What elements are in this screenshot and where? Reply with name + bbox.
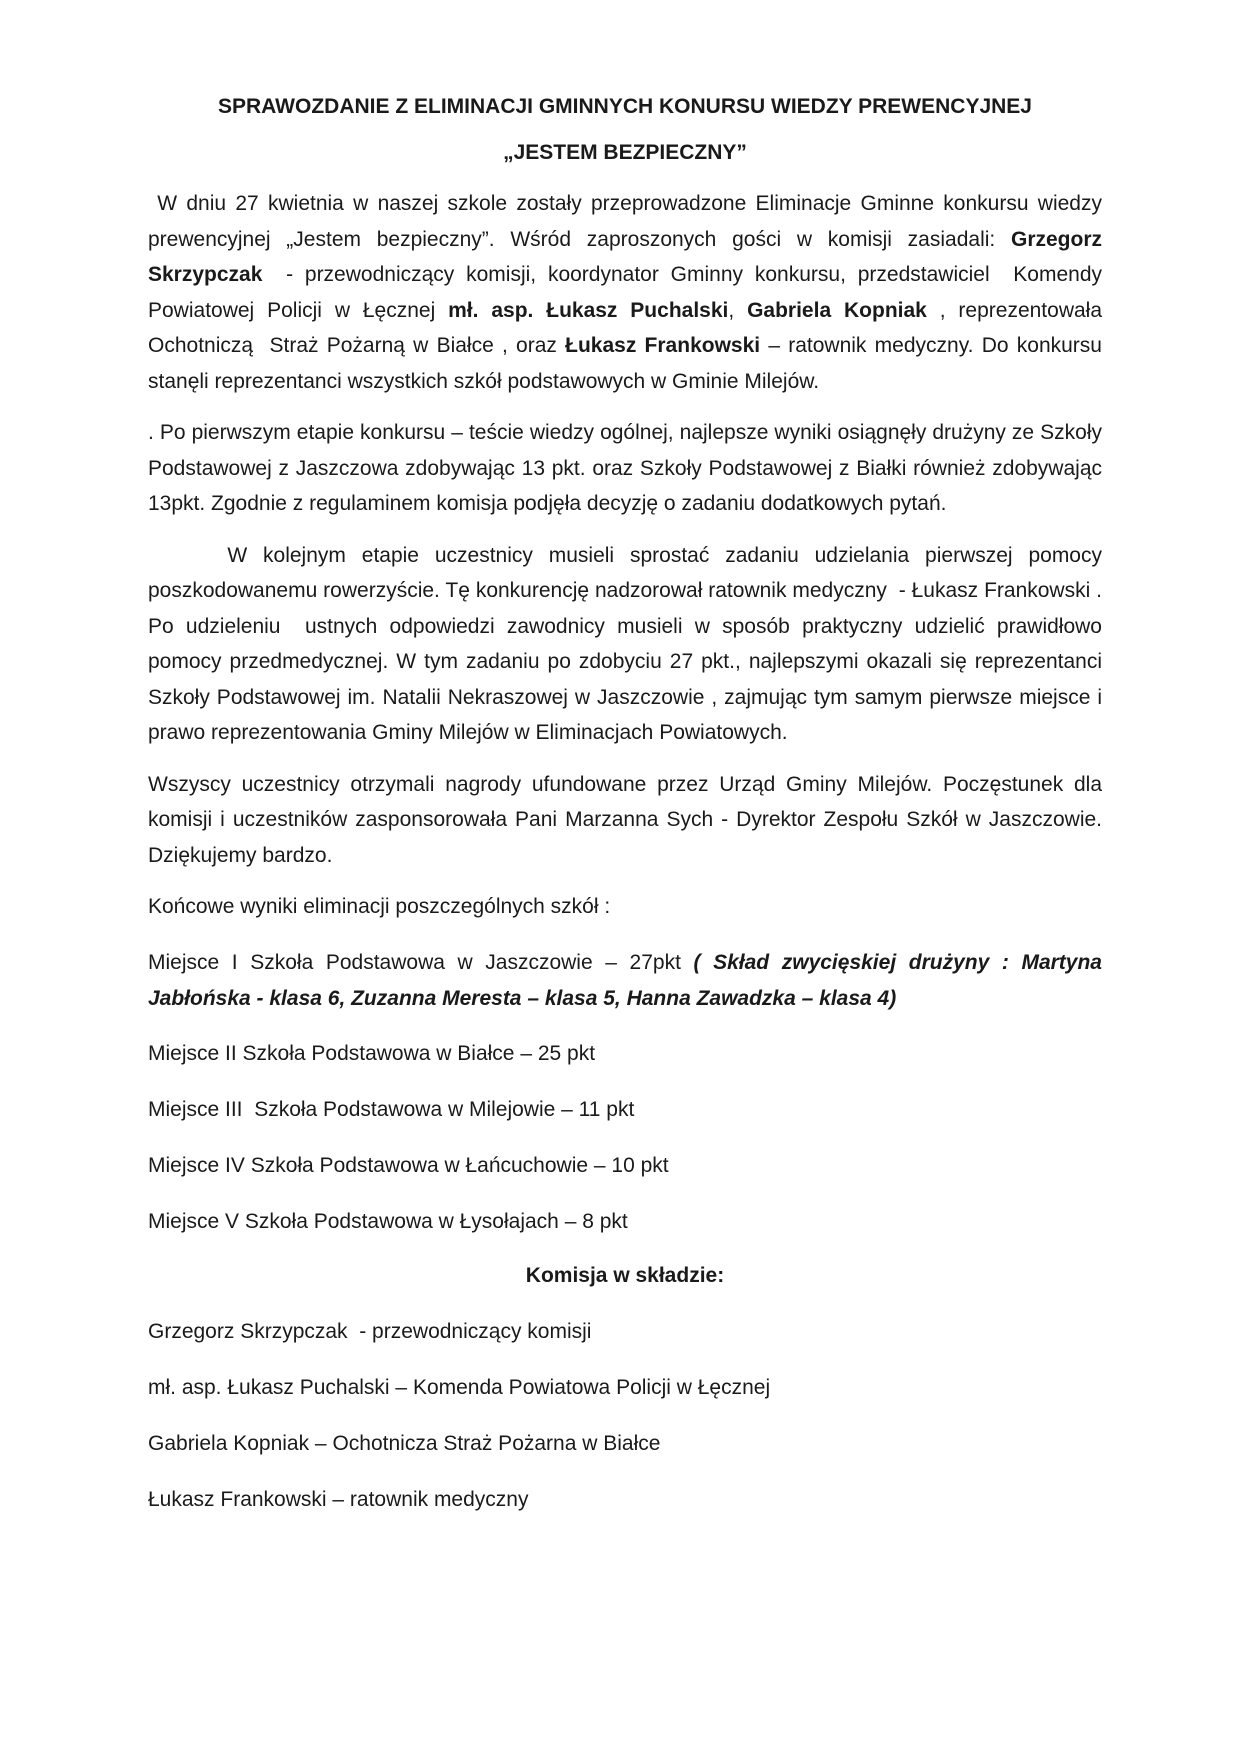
document-title: SPRAWOZDANIE Z ELIMINACJI GMINNYCH KONURSU WIEDZY PREWENCYJNEJ bbox=[217, 95, 1032, 118]
paragraph-second-stage: W kolejnym etapie uczestnicy musieli sprostać zadaniu udzielania pierwszej pomocy poszkodowanemu rowerzyście. Tę konkurencję nadzorował ratownik medyczny - Łukasz Frankowski . Po udzieleniu ustnych odpowiedzi zawodnicy musieli w sposób praktyczny udzielić prawidłowo pomocy przedmedycznej. W tym zadaniu po zdobyciu 27 pkt., najlepszymi okazali się reprezentanci Szkoły Podstawowej im. Natalii Nekraszowej w Jaszczowie , zajmując tym samym pierwsze miejsce i prawo reprezentowania Gminy Milejów w Eliminacjach Powiatowych. bbox=[148, 543, 1114, 744]
committee-member: Gabriela Kopniak – Ochotnicza Straż Pożarna w Białce bbox=[148, 1432, 661, 1455]
committee-member: Grzegorz Skrzypczak - przewodniczący komisji bbox=[148, 1320, 592, 1343]
paragraph-intro bbox=[148, 186, 1114, 399]
name-kopniak: Gabriela Kopniak bbox=[747, 298, 927, 322]
name-skrzypczak: Grzegorz Skrzypczak bbox=[148, 227, 1108, 286]
name-frankowski: Łukasz Frankowski bbox=[565, 334, 761, 357]
result-place-3: Miejsce III Szkoła Podstawowa w Milejowie – 11 pkt bbox=[148, 1098, 635, 1121]
paragraph-prizes: Wszyscy uczestnicy otrzymali nagrody ufundowane przez Urząd Gminy Milejów. Poczęstunek dla komisji i uczestników zasponsorowała Pani Marzanna Sych - Dyrektor Zespołu Szkół w Jaszczowie. Dziękujemy bardzo. bbox=[148, 772, 1102, 867]
committee-heading: Komisja w składzie: bbox=[525, 1264, 725, 1287]
results-intro: Końcowe wyniki eliminacji poszczególnych szkół : bbox=[148, 895, 611, 918]
intro-text-b: - przewodniczący komisji, koordynator Gminny konkursu, przedstawiciel Komendy Powiatowej Policji w Łęcznej bbox=[148, 263, 1108, 322]
result-place-4: Miejsce IV Szkoła Podstawowa w Łańcuchowie – 10 pkt bbox=[148, 1154, 669, 1177]
result-place-2: Miejsce II Szkoła Podstawowa w Białce – 25 pkt bbox=[148, 1042, 596, 1065]
result-place-1 bbox=[148, 945, 1102, 1016]
name-puchalski: mł. asp. Łukasz Puchalski bbox=[448, 298, 729, 322]
winning-team: ( Skład zwycięskiej drużyny : Martyna Jabłońska - klasa 6, Zuzanna Meresta – klasa 5, Hanna Zawadzka – klasa 4) bbox=[148, 951, 1102, 1010]
result-place-1-text: Miejsce I Szkoła Podstawowa w Jaszczowie – 27pkt bbox=[148, 951, 694, 974]
intro-text-c: , bbox=[728, 298, 748, 322]
result-place-5: Miejsce V Szkoła Podstawowa w Łysołajach – 8 pkt bbox=[148, 1210, 628, 1233]
paragraph-first-stage: . Po pierwszym etapie konkursu – teście wiedzy ogólnej, najlepsze wyniki osiągnęły drużyny ze Szkoły Podstawowej z Jaszczowa zdobywając 13 pkt. oraz Szkoły Podstawowej z Białki również zdobywając 13pkt. Zgodnie z regulaminem komisja podjęła decyzję o zadaniu dodatkowych pytań. bbox=[148, 421, 1102, 515]
intro-text-e: – ratownik medyczny. Do konkursu stanęli reprezentanci wszystkich szkół podstawowych w Gminie Milejów. bbox=[148, 334, 1108, 393]
committee-member: mł. asp. Łukasz Puchalski – Komenda Powiatowa Policji w Łęcznej bbox=[148, 1376, 771, 1399]
document-subtitle: „JESTEM BEZPIECZNY” bbox=[503, 141, 747, 164]
intro-text-a: W dniu 27 kwietnia w naszej szkole zostały przeprowadzone Eliminacje Gminne konkursu wiedzy prewencyjnej „Jestem bezpieczny”. Wśród zaproszonych gości w komisji zasiadali: bbox=[148, 192, 1108, 251]
intro-text-d: , reprezentowała Ochotniczą Straż Pożarną w Białce , oraz bbox=[148, 298, 1114, 357]
committee-member: Łukasz Frankowski – ratownik medyczny bbox=[148, 1488, 529, 1511]
